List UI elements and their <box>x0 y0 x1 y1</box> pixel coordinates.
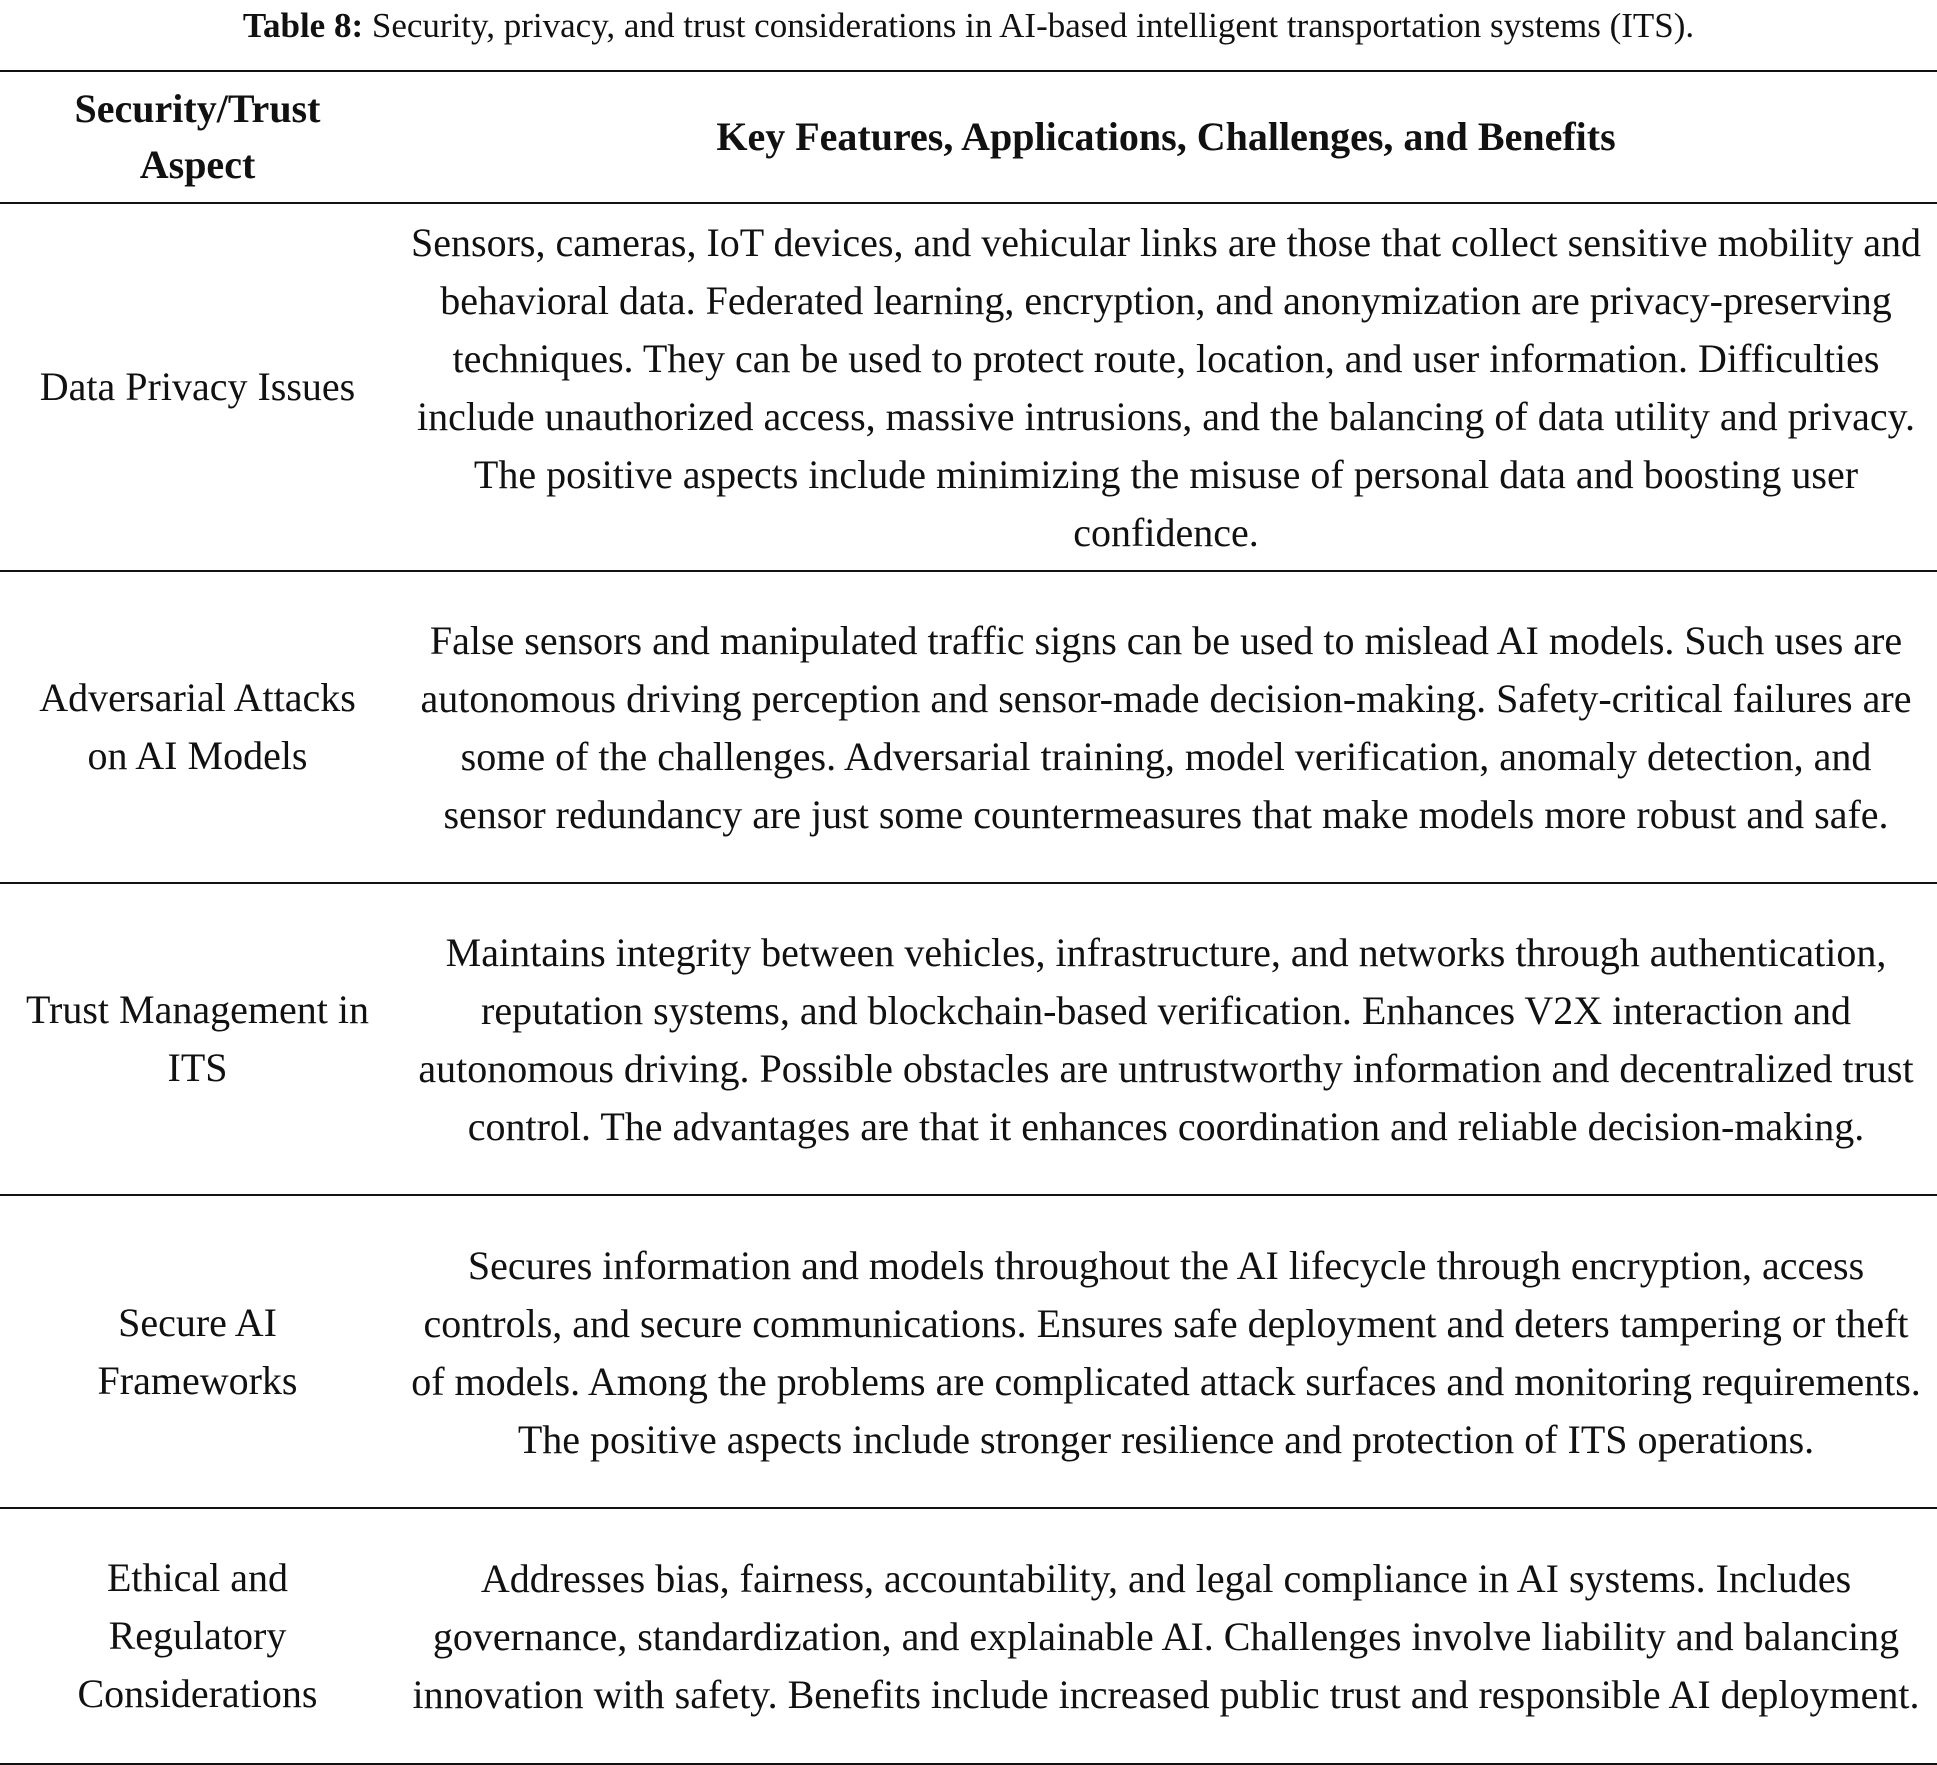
details-cell: False sensors and manipulated traffic signs can be used to mislead AI models. Such uses are autonomous driving perception and sensor-made decision-making. Safety-critical failures are some of the challenges. Adversarial training, model verification, anomaly detection, and sensor redundancy are just some countermeasures that make models more robust and safe. <box>420 618 1912 837</box>
aspect-cell: Adversarial Attacks on AI Models <box>39 675 356 778</box>
table-body <box>0 203 1937 1764</box>
details-cell: Maintains integrity between vehicles, infrastructure, and networks through authentication, reputation systems, and blockchain-based verification. Enhances V2X interaction and autonomous driving. Possible obstacles are untrustworthy information and decentralized trust control. The advantages are that it enhances coordination and reliable decision-making. <box>418 930 1914 1149</box>
table-row <box>0 1195 1937 1508</box>
aspect-cell: Ethical and Regulatory Considerations <box>77 1555 318 1716</box>
details-cell: Addresses bias, fairness, accountability, and legal compliance in AI systems. Includes governance, standardization, and explainable AI. Challenges involve liability and balancing innovation with safety. Benefits include increased public trust and responsible AI deployment. <box>412 1556 1920 1717</box>
table-row <box>0 1508 1937 1764</box>
details-cell: Secures information and models throughout the AI lifecycle through encryption, access controls, and secure communications. Ensures safe deployment and deters tampering or theft of models. Among the problems are complicated attack surfaces and monitoring requirements. The positive aspects include stronger resilience and protection of ITS operations. <box>411 1242 1921 1462</box>
table-row <box>0 571 1937 883</box>
aspect-cell: Data Privacy Issues <box>39 364 356 409</box>
table-row <box>0 203 1937 571</box>
table-caption-label: Table 8: <box>242 6 364 45</box>
table-row <box>0 883 1937 1195</box>
column-header-details: Key Features, Applications, Challenges, and Benefits <box>716 114 1616 159</box>
aspect-cell: Secure AI Frameworks <box>97 1299 298 1403</box>
column-header-aspect: Security/Trust Aspect <box>74 86 321 187</box>
details-cell: Sensors, cameras, IoT devices, and vehicular links are those that collect sensitive mobility and behavioral data. Federated learning, encryption, and anonymization are privacy-preserving techniques. They can be used to protect route, location, and user information. Difficulties include unauthorized access, massive intrusions, and the balancing of data utility and privacy. The positive aspects include minimizing the misuse of personal data and boosting user confidence. <box>411 220 1921 555</box>
table-caption <box>0 0 1937 62</box>
table-header-row <box>0 71 1937 203</box>
aspect-cell: Trust Management in ITS <box>26 987 369 1090</box>
table-header <box>0 71 1937 203</box>
security-trust-table <box>0 70 1937 1765</box>
table-caption-text: Security, privacy, and trust considerations in AI-based intelligent transportation systems (ITS). <box>363 6 1695 45</box>
